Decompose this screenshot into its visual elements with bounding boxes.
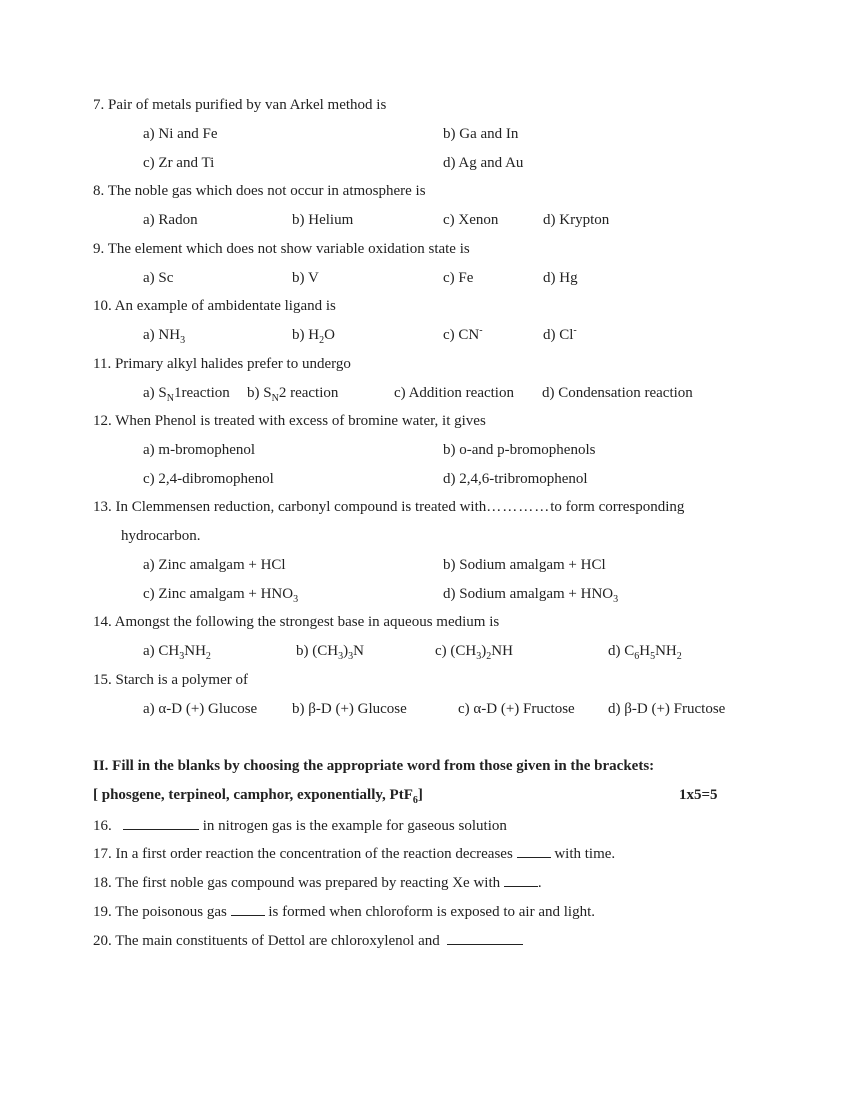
q12-option-d: d) 2,4,6-tribromophenol: [443, 471, 588, 487]
question-19: 19. The poisonous gas is formed when chloroform is exposed to air and light.: [93, 901, 595, 921]
question-7: 7. Pair of metals purified by van Arkel method is: [93, 97, 387, 113]
q8-option-b: b) Helium: [292, 212, 354, 228]
question-8: 8. The noble gas which does not occur in atmosphere is: [93, 183, 426, 199]
question-14: 14. Amongst the following the strongest base in aqueous medium is: [93, 614, 500, 630]
q9-option-a: a) Sc: [143, 270, 174, 286]
question-11: 11. Primary alkyl halides prefer to undergo: [93, 356, 351, 372]
question-9: 9. The element which does not show variable oxidation state is: [93, 241, 470, 257]
q10-option-a: a) $NH_3$: [143, 327, 186, 346]
q15-option-a: a) α-D (+) Glucose: [143, 701, 258, 717]
q11-option-d: d) Condensation reaction: [542, 385, 693, 401]
q14-option-a: a) $CH_3NH_2$: [143, 643, 211, 662]
question-16: 16. in nitrogen gas is the example for gaseous solution: [93, 815, 507, 835]
q12-option-a: a) m-bromophenol: [143, 442, 256, 458]
q15-option-d: d) β-D (+) Fructose: [608, 701, 726, 717]
q10-option-d: d) Cl-: [543, 325, 577, 343]
q9-option-d: d) Hg: [543, 270, 578, 286]
q7-option-c: c) Zr and Ti: [143, 155, 215, 171]
word-bank: [ phosgene, terpineol, camphor, exponentially, PtF$_6$]: [93, 787, 423, 806]
q15-option-c: c) α-D (+) Fructose: [458, 701, 575, 717]
q9-option-b: b) V: [292, 270, 319, 286]
q7-option-b: b) Ga and In: [443, 126, 519, 142]
question-18: 18. The first noble gas compound was prepared by reacting Xe with .: [93, 872, 542, 892]
question-13: 13. In Clemmensen reduction, carbonyl compound is treated with…………to form corresponding: [93, 499, 685, 515]
q7-option-d: d) Ag and Au: [443, 155, 524, 171]
q13-option-a: a) Zinc amalgam + HCl: [143, 557, 286, 573]
q11-option-b: b) $S_N2$ reaction: [247, 385, 339, 404]
q11-option-c: c) Addition reaction: [394, 385, 514, 401]
blank-16: [123, 815, 199, 830]
question-15: 15. Starch is a polymer of: [93, 672, 248, 688]
q8-option-d: d) Krypton: [543, 212, 610, 228]
question-17: 17. In a first order reaction the concentration of the reaction decreases with time.: [93, 843, 615, 863]
q8-option-c: c) Xenon: [443, 212, 499, 228]
q15-option-b: b) β-D (+) Glucose: [292, 701, 407, 717]
question-12: 12. When Phenol is treated with excess of bromine water, it gives: [93, 413, 486, 429]
q14-option-c: c) $(CH_3)_2NH$: [435, 643, 513, 662]
q11-option-a: a) $S_N1reaction$: [143, 385, 230, 404]
question-13-continuation: hydrocarbon.: [121, 528, 201, 544]
q13-option-d: d) Sodium amalgam + $HNO_3$: [443, 586, 619, 605]
q10-option-b: b) $H_2O$: [292, 327, 335, 346]
blank-19: [231, 901, 265, 916]
blank-17: [517, 843, 551, 858]
q13-option-c: c) Zinc amalgam + $HNO_3$: [143, 586, 299, 605]
question-10: 10. An example of ambidentate ligand is: [93, 298, 336, 314]
question-20: 20. The main constituents of Dettol are chloroxylenol and: [93, 930, 523, 950]
q12-option-b: b) o-and p-bromophenols: [443, 442, 596, 458]
q13-option-b: b) Sodium amalgam + HCl: [443, 557, 606, 573]
blank-18: [504, 872, 538, 887]
section-2-heading: II. Fill in the blanks by choosing the appropriate word from those given in the brackets:: [93, 758, 655, 774]
blank-20: [447, 930, 523, 945]
marks-label: 1x5=5: [679, 787, 718, 803]
q8-option-a: a) Radon: [143, 212, 198, 228]
q14-option-b: b) $(CH_3)_3N$: [296, 643, 364, 662]
q10-option-c: c) CN-: [443, 325, 483, 343]
q9-option-c: c) Fe: [443, 270, 474, 286]
q14-option-d: d) $C_6H_5NH_2$: [608, 643, 682, 662]
q7-option-a: a) Ni and Fe: [143, 126, 218, 142]
q12-option-c: c) 2,4-dibromophenol: [143, 471, 274, 487]
